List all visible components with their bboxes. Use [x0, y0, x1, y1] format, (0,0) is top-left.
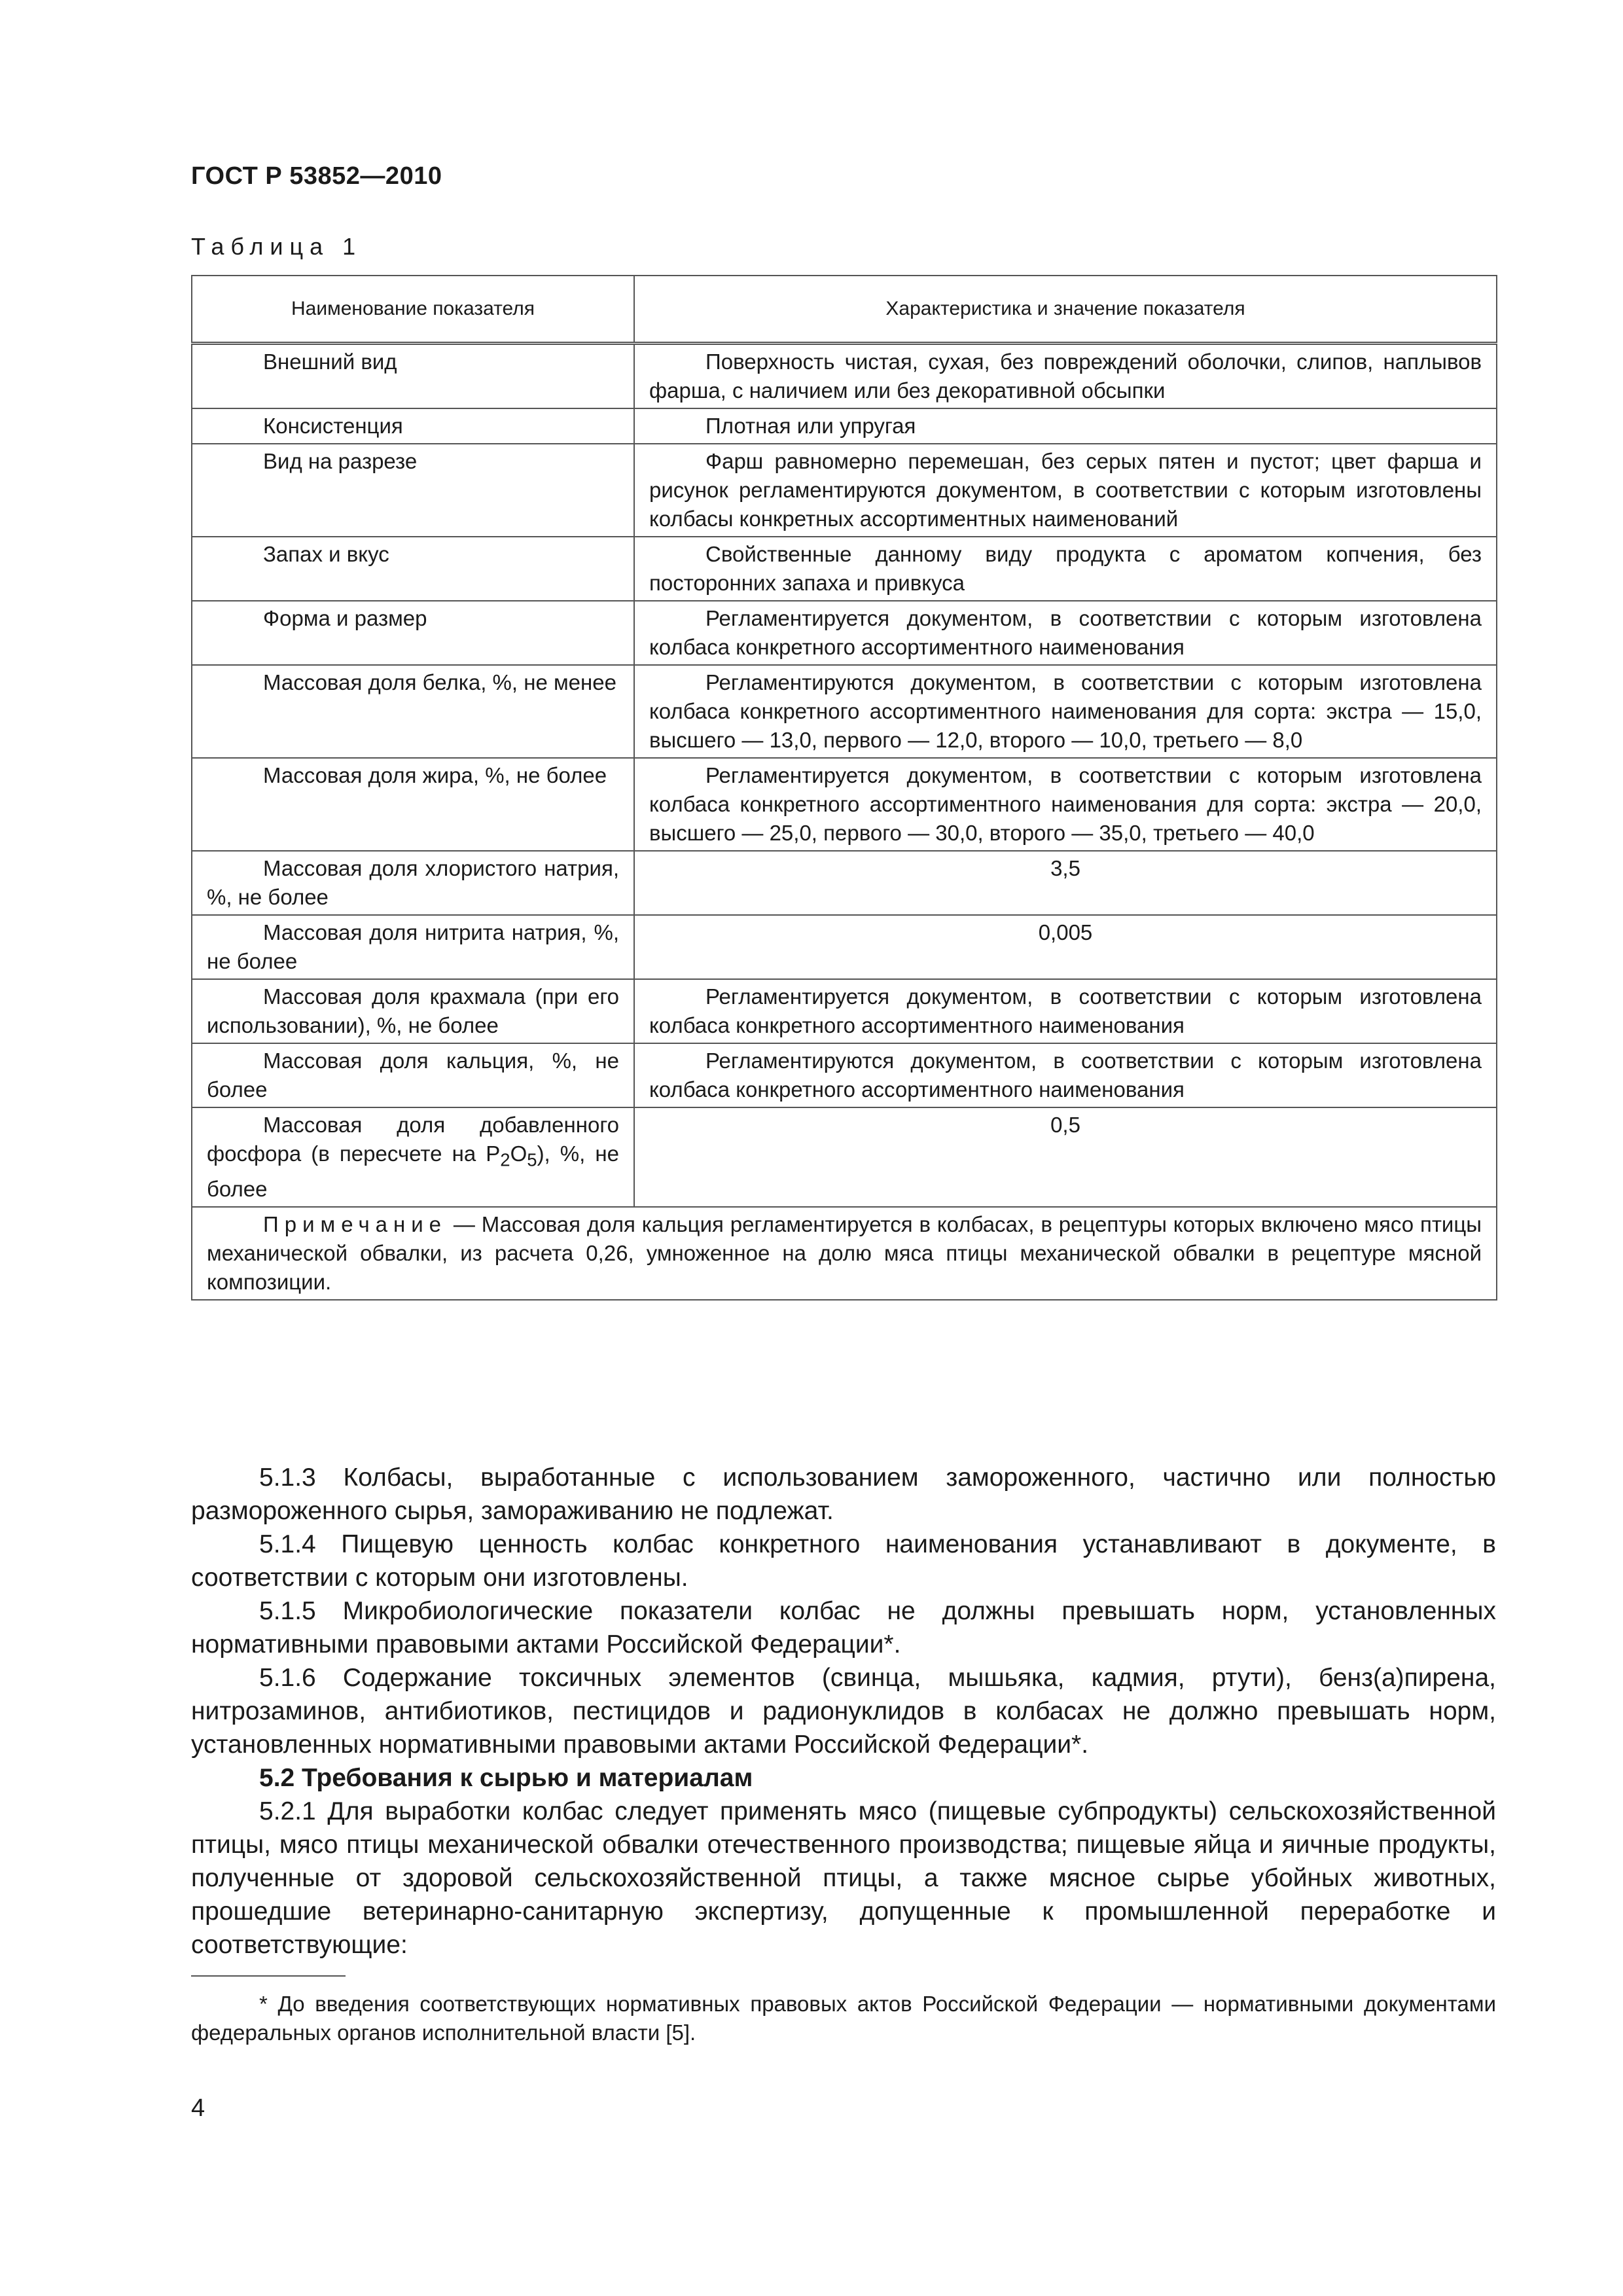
footnote: * До введения соответствующих нормативных правовых актов Российской Федерации — нормативными документами федеральных органов исполнительной власти [5]. [191, 1992, 1496, 2045]
section-heading-5-2: 5.2 Требования к сырью и материалам [259, 1764, 753, 1792]
document-code: ГОСТ Р 53852—2010 [191, 162, 442, 190]
table-row [192, 537, 1497, 601]
paragraph-5-1-5: 5.1.5 Микробиологические показатели колбас не должны превышать норм, установленных нормативными правовыми актами Российской Федерации*. [191, 1597, 1496, 1659]
table-row [192, 408, 1497, 444]
indicator-value: 0,5 [634, 1107, 1497, 1207]
indicator-name: Массовая доля крахмала (при его использовании), %, не более [192, 979, 634, 1043]
note-text: — Массовая доля кальция регламентируется в колбасах, в рецептуры которых включено мясо птицы механической обвалки, из расчета 0,26, умноженное на долю мяса птицы механической обвалки в рецептуре мясной композиции. [207, 1211, 1482, 1294]
indicator-value: Фарш равномерно перемешан, без серых пятен и пустот; цвет фарша и рисунок регламентируются документом, в соответствии с которым изготовлены колбасы конкретных ассортиментных наименований [634, 444, 1497, 537]
indicator-name: Форма и размер [192, 601, 634, 665]
name-text: O [510, 1141, 527, 1166]
body-text [191, 1461, 1496, 1962]
indicator-name: Консистенция [192, 408, 634, 444]
page-number: 4 [191, 2094, 205, 2122]
indicator-value: 0,005 [634, 915, 1497, 979]
subscript: 2 [500, 1149, 510, 1170]
paragraph-5-1-3: 5.1.3 Колбасы, выработанные с использованием замороженного, частично или полностью размороженного сырья, замораживанию не подлежат. [191, 1463, 1496, 1525]
indicator-value: Свойственные данному виду продукта с ароматом копчения, без посторонних запаха и привкуса [634, 537, 1497, 601]
indicator-name: Массовая доля жира, %, не более [192, 758, 634, 851]
table-row [192, 1043, 1497, 1107]
indicators-table [191, 275, 1497, 1300]
indicator-value: Поверхность чистая, сухая, без повреждений оболочки, слипов, наплывов фарша, с наличием или без декоративной обсыпки [634, 344, 1497, 409]
indicator-name: Массовая доля белка, %, не менее [192, 665, 634, 758]
indicator-value: Регламентируются документом, в соответствии с которым изготовлена колбаса конкретного ассортиментного наименования для сорта: экстра — 15,0, высшего — 13,0, первого — 12,0, второго — 10,0, третьего — 8,0 [634, 665, 1497, 758]
table-row [192, 665, 1497, 758]
table-row [192, 979, 1497, 1043]
indicator-name: Вид на разрезе [192, 444, 634, 537]
indicator-name: Запах и вкус [192, 537, 634, 601]
column-header-value: Характеристика и значение показателя [634, 276, 1497, 344]
note-label: Примечание [263, 1211, 448, 1236]
table-row [192, 758, 1497, 851]
table-note [192, 1207, 1497, 1300]
subscript: 5 [527, 1149, 537, 1170]
indicator-value: Регламентируются документом, в соответствии с которым изготовлена колбаса конкретного ассортиментного наименования [634, 1043, 1497, 1107]
indicator-name: Массовая доля хлористого натрия, %, не более [192, 851, 634, 915]
indicator-name: Массовая доля нитрита натрия, %, не более [192, 915, 634, 979]
table-row [192, 1107, 1497, 1207]
table-row [192, 915, 1497, 979]
paragraph-5-2-1: 5.2.1 Для выработки колбас следует применять мясо (пищевые субпродукты) сельскохозяйственной птицы, мясо птицы механической обвалки отечественного производства; пищевые яйца и яичные продукты, полученные от здоровой сельскохозяйственной птицы, а также мясное сырье убойных животных, прошедшие ветеринарно-санитарную экспертизу, допущенные к промышленной переработке и соответствующие: [191, 1797, 1496, 1959]
table-row [192, 344, 1497, 409]
footnote-divider [191, 1975, 346, 1977]
paragraph-5-1-6: 5.1.6 Содержание токсичных элементов (свинца, мышьяка, кадмия, ртути), бенз(а)пирена, нитрозаминов, антибиотиков, пестицидов и радионуклидов в колбасах не должно превышать норм, установленных нормативными правовыми актами Российской Федерации*. [191, 1664, 1496, 1759]
column-header-name: Наименование показателя [192, 276, 634, 344]
table-note-row [192, 1207, 1497, 1300]
indicator-name: Массовая доля кальция, %, не более [192, 1043, 634, 1107]
name-text: ), %, не более [207, 1141, 619, 1201]
indicator-name: Внешний вид [192, 344, 634, 409]
indicator-value: 3,5 [634, 851, 1497, 915]
indicator-value: Регламентируется документом, в соответствии с которым изготовлена колбаса конкретного ассортиментного наименования для сорта: экстра — 20,0, высшего — 25,0, первого — 30,0, второго — 35,0, третьего — 40,0 [634, 758, 1497, 851]
name-text: Массовая доля добавленного фосфора (в пересчете на P [207, 1113, 619, 1166]
indicator-value: Плотная или упругая [634, 408, 1497, 444]
table-row [192, 601, 1497, 665]
indicator-value: Регламентируется документом, в соответствии с которым изготовлена колбаса конкретного ассортиментного наименования [634, 601, 1497, 665]
table-header-row [192, 276, 1497, 344]
table-caption: Таблица 1 [191, 233, 363, 260]
table-row [192, 444, 1497, 537]
paragraph-5-1-4: 5.1.4 Пищевую ценность колбас конкретного наименования устанавливают в документе, в соответствии с которым они изготовлены. [191, 1530, 1496, 1592]
indicator-name [192, 1107, 634, 1207]
table-row [192, 851, 1497, 915]
indicator-value: Регламентируется документом, в соответствии с которым изготовлена колбаса конкретного ассортиментного наименования [634, 979, 1497, 1043]
